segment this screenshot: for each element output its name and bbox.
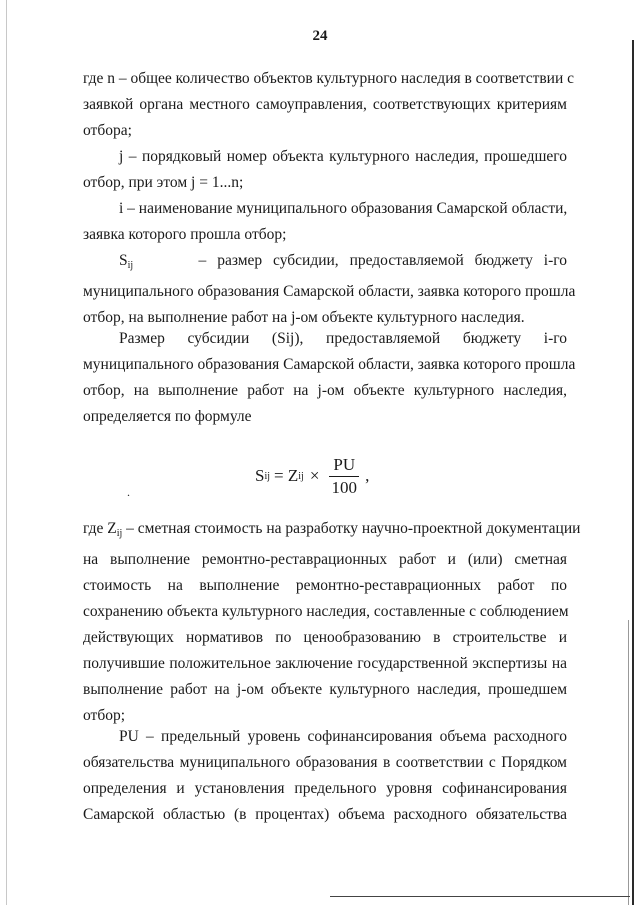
text-line: отбор, на выполнение работ на j-ом объекте культурного наследия. xyxy=(83,309,525,326)
text-line: PU – предельный уровень софинансирования объема расходного xyxy=(119,728,567,745)
text-line: муниципального образования Самарской области, заявка которого прошла xyxy=(83,356,576,373)
text-line: определяется по формуле xyxy=(83,408,252,425)
text-line: на выполнение ремонтно-реставрационных работ и (или) сметная xyxy=(83,551,567,568)
text-line: отбор, на выполнение работ на j-ом объекте культурного наследия, xyxy=(83,382,567,399)
paragraph-pu-definition xyxy=(83,724,567,828)
formula-trailing-comma: , xyxy=(365,466,370,485)
scan-edge-right xyxy=(632,40,634,905)
text-line: действующих нормативов по ценообразованию в строительстве и xyxy=(83,629,567,646)
formula-denominator: 100 xyxy=(331,477,358,497)
text-line: Размер субсидии (Sij), предоставляемой бюджету i-го xyxy=(119,330,567,347)
text-line: получившие положительное заключение государственной экспертизы на xyxy=(83,655,567,672)
z-subscript: ij xyxy=(116,528,123,539)
scan-edge-right-inner xyxy=(628,620,629,905)
text-line: стоимость на выполнение ремонтно-реставрационных работ по xyxy=(83,577,567,594)
s-subscript: ij xyxy=(127,260,134,271)
paragraph-s-definition xyxy=(83,248,576,331)
text-line: где n – общее количество объектов культурного наследия в соответствии с xyxy=(83,70,575,87)
text-line: заявкой органа местного самоуправления, соответствующих критериям xyxy=(83,96,567,113)
text-line: заявка которого прошла отбор; xyxy=(83,226,287,243)
text-line: отбора; xyxy=(83,122,132,139)
z-definition-text: – сметная стоимость на разработку научно-проектной документации xyxy=(122,520,581,537)
page-number: 24 xyxy=(312,28,328,44)
paragraph-subsidy-size xyxy=(83,326,576,430)
paragraph-n-definition xyxy=(83,66,575,144)
text-line: сохранению объекта культурного наследия, составленные с соблюдением xyxy=(83,603,569,620)
text-line xyxy=(83,516,581,547)
paragraph-i-definition xyxy=(83,196,567,248)
scan-edge-left xyxy=(6,0,7,905)
paragraph-j-definition xyxy=(83,144,567,196)
s-symbol: S xyxy=(119,252,128,269)
formula-equals-z: = Z xyxy=(274,466,299,485)
text-line: выполнение работ на j-ом объекте культурного наследия, прошедшем xyxy=(83,681,567,698)
text-line xyxy=(83,248,567,279)
formula-lhs-subscript: ij xyxy=(264,470,271,482)
text-line: j – порядковый номер объекта культурного наследия, прошедшего xyxy=(119,148,567,165)
formula-times: × xyxy=(309,466,320,485)
z-prefix: где Z xyxy=(83,520,117,537)
paragraph-z-definition xyxy=(83,516,581,729)
formula-z-subscript: ij xyxy=(298,470,304,482)
formula-numerator: PU xyxy=(329,456,359,477)
text-line: определения и установления предельного уровня софинансирования xyxy=(83,780,567,797)
s-definition-text: – размер субсидии, предоставляемой бюджету i-го xyxy=(198,252,567,269)
stray-dot: . xyxy=(127,485,130,499)
text-line: муниципального образования Самарской области, заявка которого прошла xyxy=(83,283,576,300)
subsidy-formula xyxy=(255,456,369,496)
text-line: обязательства муниципального образования в соответствии с Порядком xyxy=(83,754,567,771)
scan-edge-bottom xyxy=(330,896,630,897)
formula-fraction xyxy=(329,456,359,497)
formula-lhs: S xyxy=(255,466,265,485)
text-line: i – наименование муниципального образования Самарской области, xyxy=(119,200,568,217)
text-line: Самарской областью (в процентах) объема расходного обязательства xyxy=(83,806,567,823)
text-line: отбор, при этом j = 1...n; xyxy=(83,174,244,191)
text-line: отбор; xyxy=(83,707,126,724)
